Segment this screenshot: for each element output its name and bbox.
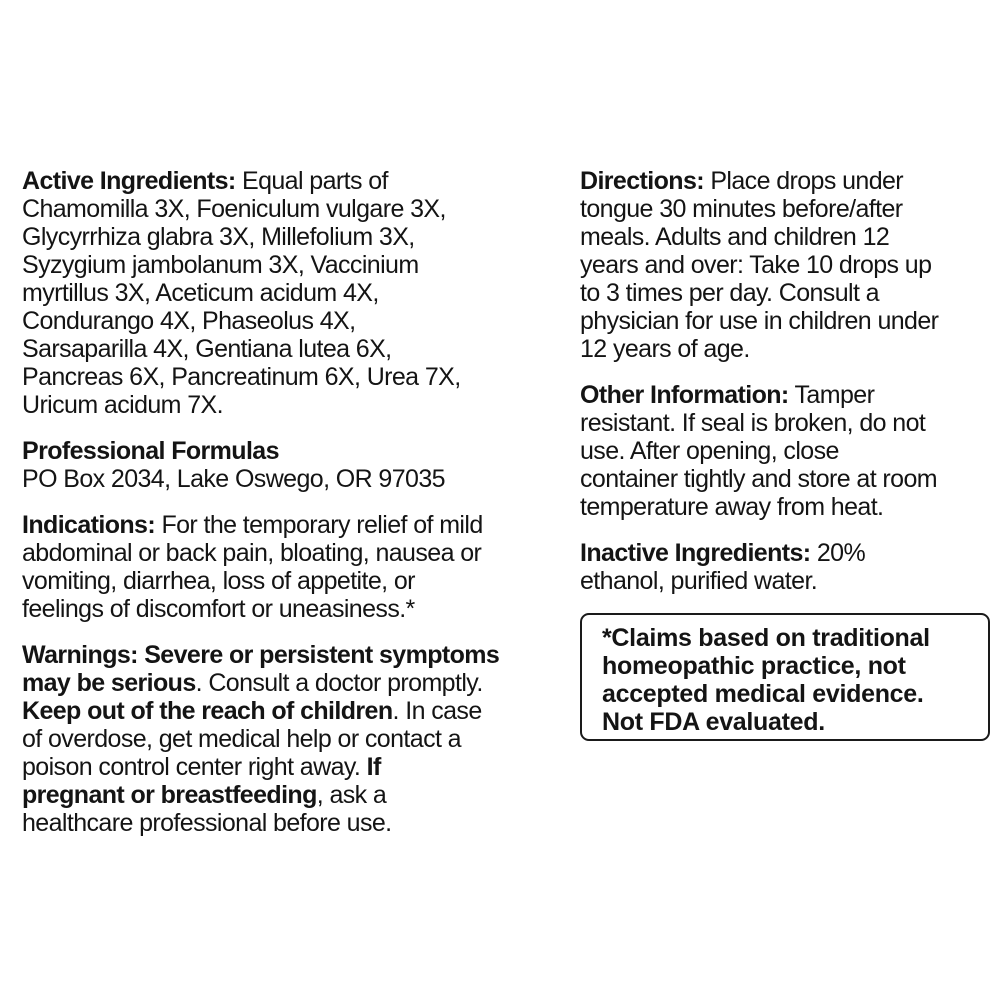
directions-line: Place drops under (703, 167, 904, 195)
warnings-bold-text: If (366, 753, 381, 781)
inactive-ingredients-line: ethanol, purified water. (580, 567, 818, 595)
directions-line: years and over: Take 10 drops up (580, 251, 932, 279)
directions-line: tongue 30 minutes before/after (580, 195, 903, 223)
claims-disclaimer-box (580, 613, 990, 741)
directions-section (580, 167, 992, 363)
warnings-bold-text: pregnant or breastfeeding (22, 781, 317, 809)
other-information-line: resistant. If seal is broken, do not (580, 409, 926, 437)
active-ingredients-line: Sarsaparilla 4X, Gentiana lutea 6X, (22, 335, 392, 363)
directions-line: physician for use in children under (580, 307, 939, 335)
other-information-section (580, 381, 992, 521)
active-ingredients-section (22, 167, 570, 419)
company-address: PO Box 2034, Lake Oswego, OR 97035 (22, 465, 445, 493)
active-ingredients-line: Uricum acidum 7X. (22, 391, 223, 419)
warnings-heading: Warnings: (22, 641, 138, 669)
indications-line: feelings of discomfort or uneasiness.* (22, 595, 415, 623)
indications-section (22, 511, 570, 623)
active-ingredients-line: Pancreas 6X, Pancreatinum 6X, Urea 7X, (22, 363, 461, 391)
claims-line: homeopathic practice, not (602, 652, 906, 680)
left-column (22, 167, 570, 855)
other-information-line: use. After opening, close (580, 437, 839, 465)
claims-line: Not FDA evaluated. (602, 708, 825, 736)
company-name: Professional Formulas (22, 437, 279, 465)
warnings-bold-text: Severe or persistent symptoms (137, 641, 500, 669)
active-ingredients-line: Glycyrrhiza glabra 3X, Millefolium 3X, (22, 223, 415, 251)
warnings-section (22, 641, 570, 837)
right-column (580, 167, 992, 741)
inactive-ingredients-heading: Inactive Ingredients: (580, 539, 811, 567)
inactive-ingredients-section (580, 539, 992, 595)
warnings-text: of overdose, get medical help or contact a (22, 725, 461, 753)
directions-line: meals. Adults and children 12 (580, 223, 890, 251)
active-ingredients-line: Syzygium jambolanum 3X, Vaccinium (22, 251, 419, 279)
active-ingredients-line: Chamomilla 3X, Foeniculum vulgare 3X, (22, 195, 446, 223)
warnings-text: , ask a (316, 781, 387, 809)
warnings-bold-text: may be serious (22, 669, 196, 697)
indications-heading: Indications: (22, 511, 156, 539)
claims-line: *Claims based on traditional (602, 624, 930, 652)
claims-line: accepted medical evidence. (602, 680, 924, 708)
directions-heading: Directions: (580, 167, 704, 195)
indications-line: For the temporary relief of mild (155, 511, 483, 539)
other-information-line: temperature away from heat. (580, 493, 884, 521)
indications-line: vomiting, diarrhea, loss of appetite, or (22, 567, 415, 595)
other-information-heading: Other Information: (580, 381, 789, 409)
warnings-text: poison control center right away. (22, 753, 367, 781)
warnings-text: healthcare professional before use. (22, 809, 392, 837)
inactive-ingredients-line: 20% (810, 539, 866, 567)
active-ingredients-line: Equal parts of (235, 167, 388, 195)
warnings-text: . In case (392, 697, 482, 725)
active-ingredients-line: Condurango 4X, Phaseolus 4X, (22, 307, 356, 335)
other-information-line: Tamper (788, 381, 875, 409)
active-ingredients-line: myrtillus 3X, Aceticum acidum 4X, (22, 279, 379, 307)
directions-line: 12 years of age. (580, 335, 750, 363)
other-information-line: container tightly and store at room (580, 465, 937, 493)
indications-line: abdominal or back pain, bloating, nausea or (22, 539, 482, 567)
directions-line: to 3 times per day. Consult a (580, 279, 879, 307)
warnings-bold-text: Keep out of the reach of children (22, 697, 393, 725)
active-ingredients-heading: Active Ingredients: (22, 167, 236, 195)
warnings-text: . Consult a doctor promptly. (195, 669, 483, 697)
company-section (22, 437, 570, 493)
